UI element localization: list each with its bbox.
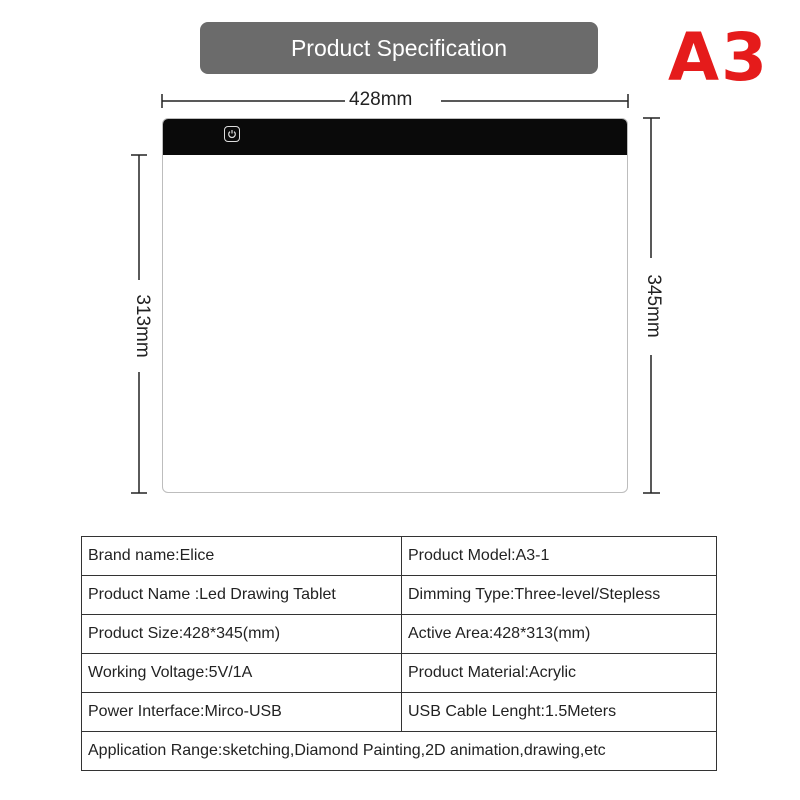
width-dimension: 428mm	[349, 89, 413, 110]
spec-model: Product Model:A3-1	[402, 537, 717, 576]
spec-voltage: Working Voltage:5V/1A	[82, 654, 402, 693]
table-row	[82, 537, 717, 576]
spec-active-area: Active Area:428*313(mm)	[402, 615, 717, 654]
table-row	[82, 693, 717, 732]
table-row	[82, 615, 717, 654]
drawing-tablet	[162, 118, 628, 493]
tablet-top-bar	[163, 119, 627, 155]
spec-application: Application Range:sketching,Diamond Painting,2D animation,drawing,etc	[82, 732, 717, 771]
height-dimension: 345mm	[643, 274, 664, 338]
table-row	[82, 654, 717, 693]
spec-dimming: Dimming Type:Three-level/Stepless	[402, 576, 717, 615]
spec-table	[81, 536, 717, 771]
power-icon[interactable]	[224, 126, 240, 142]
spec-cable: USB Cable Lenght:1.5Meters	[402, 693, 717, 732]
spec-power-interface: Power Interface:Mirco-USB	[82, 693, 402, 732]
spec-name: Product Name :Led Drawing Tablet	[82, 576, 402, 615]
spec-material: Product Material:Acrylic	[402, 654, 717, 693]
table-row	[82, 576, 717, 615]
active-height-dimension: 313mm	[132, 294, 153, 358]
page-title: Product Specification	[200, 22, 598, 74]
table-row	[82, 732, 717, 771]
size-label: A3	[668, 19, 770, 96]
spec-brand: Brand name:Elice	[82, 537, 402, 576]
spec-size: Product Size:428*345(mm)	[82, 615, 402, 654]
